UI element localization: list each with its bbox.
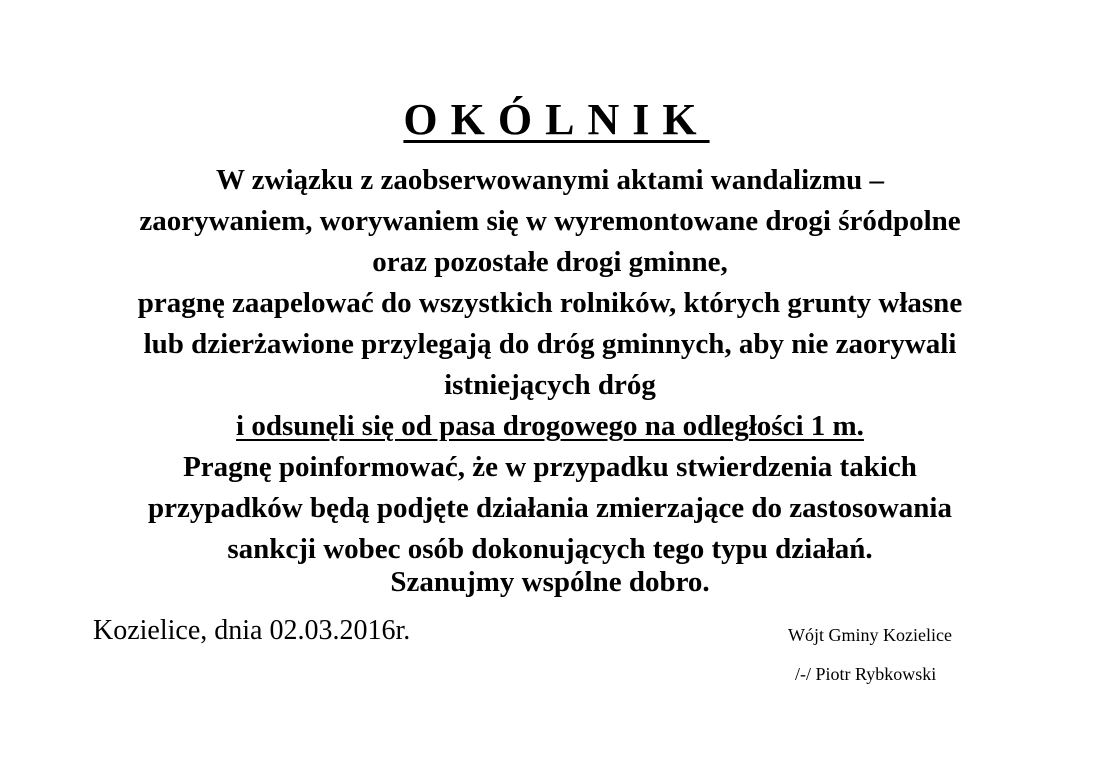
place-and-date: Kozielice, dnia 02.03.2016r. [93, 615, 411, 646]
body-line: pragnę zaapelować do wszystkich rolników, których grunty własne [137, 287, 963, 319]
body-line-underlined: i odsunęli się od pasa drogowego na odległości 1 m. [236, 410, 864, 442]
body-line: lub dzierżawione przylegają do dróg gminnych, aby nie zaorywali [143, 328, 957, 360]
body-line: W związku z zaobserwowanymi aktami wandalizmu – [215, 164, 885, 196]
body-line: istniejących dróg [444, 369, 656, 401]
body-line: zaorywaniem, worywaniem się w wyremontowane drogi śródpolne [139, 205, 961, 237]
body-line: sankcji wobec osób dokonujących tego typu działań. [227, 533, 873, 565]
body-line: oraz pozostałe drogi gminne, [372, 246, 728, 278]
signature-name: /-/ Piotr Rybkowski [795, 664, 937, 684]
body-line: Pragnę poinformować, że w przypadku stwierdzenia takich [183, 451, 917, 483]
signature-role: Wójt Gminy Kozielice [788, 625, 952, 645]
document-title [0, 92, 1100, 148]
closing-line: Szanujmy wspólne dobro. [390, 566, 710, 598]
body-line: przypadków będą podjęte działania zmierzające do zastosowania [148, 492, 952, 524]
document-title-text: OKÓLNIK [403, 95, 710, 144]
document-body [0, 160, 1100, 570]
